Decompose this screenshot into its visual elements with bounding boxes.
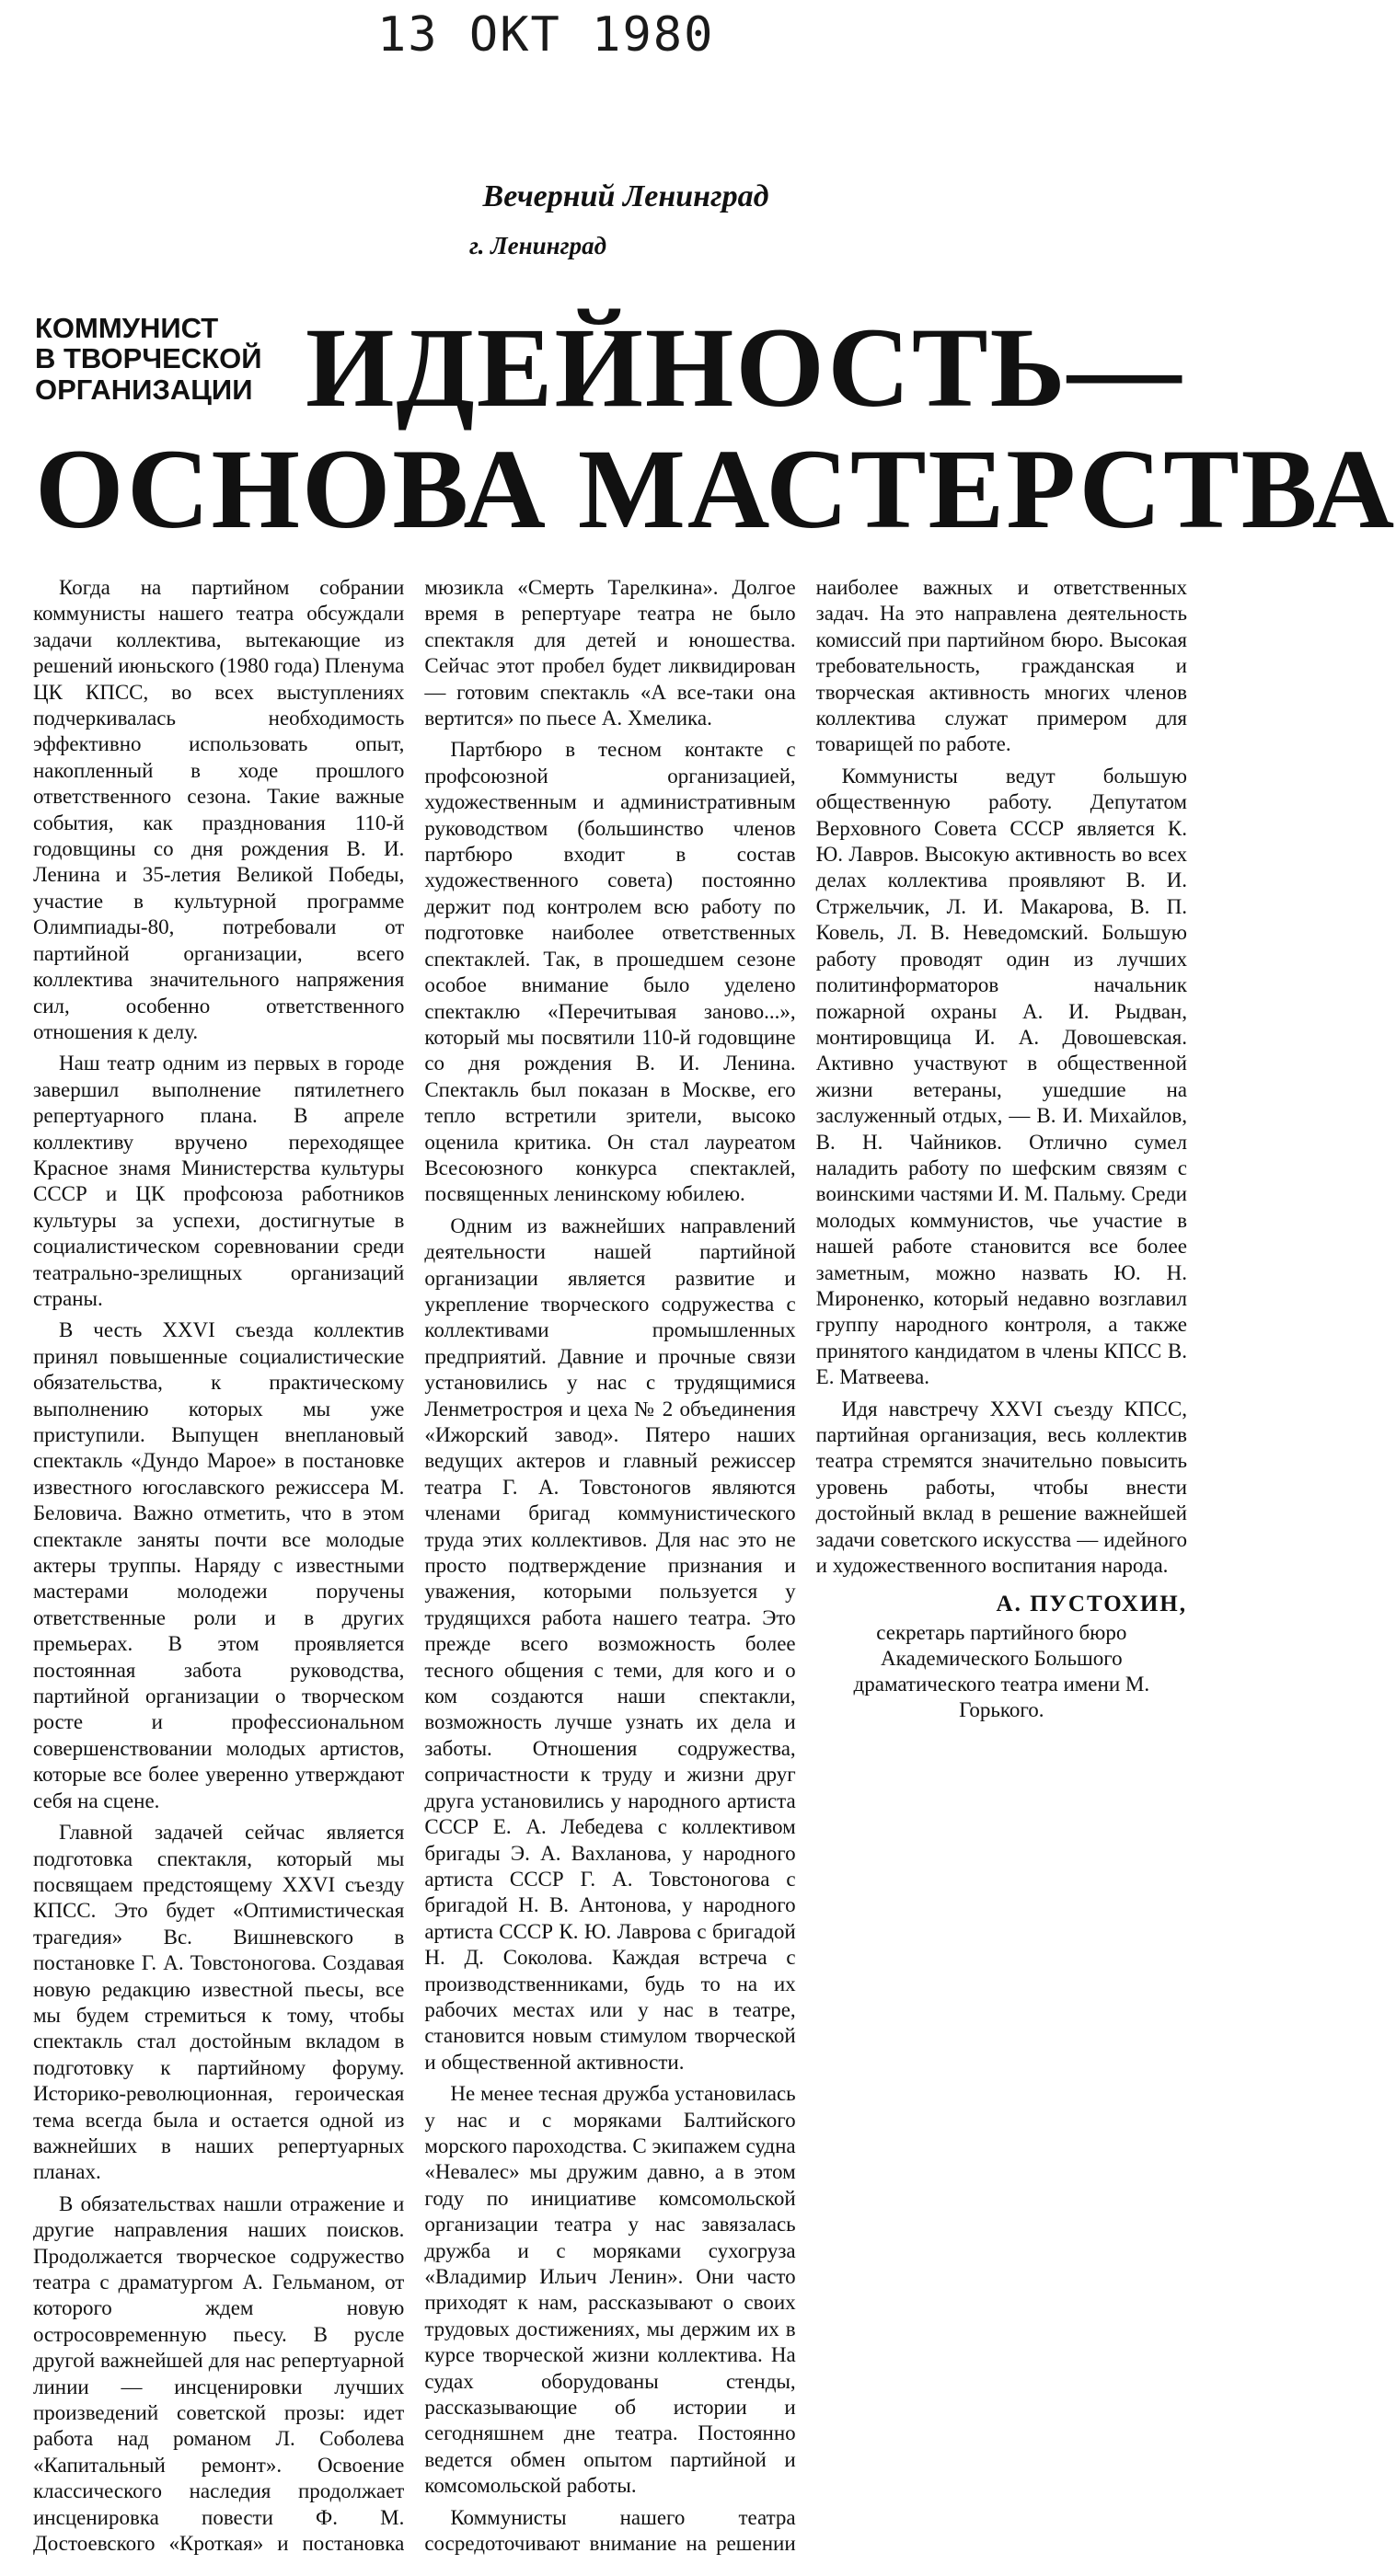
paragraph: Коммунисты нашего театра сосредоточивают внимание на решении наиболее важных и ответственных задач. На это направлена деятельность комиссий при партийном бюро. Высокая требовательность, гражданская и творческая активность многих членов коллектива служат примером для товарищей по работе. bbox=[424, 576, 1187, 2556]
rubric-line: КОММУНИСТ bbox=[35, 312, 219, 344]
paragraph: Партбюро в тесном контакте с профсоюзной организацией, художественным и административным руководством (большинство членов партбюро входит в состав художественного совета) постоянно держит под контролем всю работу по подготовке наиболее ответственных спектаклей. Так, в прошедшем сезоне особое внимание было уделено спектаклю «Перечитывая заново...», который мы посвятили 110-й годовщине со дня рождения В. И. Ленина. Спектакль был показан в Москве, его тепло встретили зрители, высоко оценила критика. Он стал лауреатом Всесоюзного конкурса спектаклей, посвященных ленинскому юбилею. bbox=[424, 738, 796, 1206]
author-name: А. ПУСТОХИН, bbox=[996, 1592, 1187, 1617]
paragraph: Одним из важнейших направлений деятельности нашей партийной организации является развитие и укрепление творческого содружества с коллективами промышленных предприятий. Давние и прочные связи установились у нас с трудящимися Ленметростроя и цеха № 2 объединения «Ижорский завод». Пятеро наших ведущих актеров и главный режиссер театра Г. А. Товстоногов являются членами бригад коммунистического труда этих коллективов. Для нас это не просто подтверждение признания и уважения, которыми пользуется у трудящихся работа нашего театра. Это прежде всего возможность более тесного общения с теми, для кого и о ком создаются наши спектакли, возможность лучше узнать их дела и заботы. Отношения содружества, сопричастности к труду и жизни друг друга установились у народного артиста СССР Е. А. Лебедева с коллективом бригады Э. А. Вахланова, у народного артиста СССР Г. А. Товстоногова с бригадой Н. В. Антонова, у народного артиста СССР К. Ю. Лаврова с бригадой Н. Д. Соколова. Каждая встреча с производственниками, будь то на их рабочих местах или у нас в театре, становится новым стимулом творческой и общественной активности. bbox=[424, 1213, 796, 2074]
rubric-line: В ТВОРЧЕСКОЙ bbox=[35, 342, 262, 375]
rubric bbox=[35, 313, 274, 405]
newspaper-name: Вечерний Ленинград bbox=[482, 179, 769, 213]
headline-line-1: ИДЕЙНОСТЬ— bbox=[306, 305, 1183, 431]
newspaper-city: г. Ленинград bbox=[469, 232, 606, 259]
paragraph: Наш театр одним из первых в городе завершил выполнение пятилетнего репертуарного плана. В апреле коллективу вручено переходящее Красное знамя Министерства культуры СССР и ЦК профсоюза работников культуры за успехи, достигнутые в социалистическом соревновании среди театрально-зрелищных организаций страны. bbox=[33, 1052, 405, 1310]
headline-line-2: ОСНОВА МАСТЕРСТВА bbox=[35, 426, 1396, 552]
paragraph: В честь XXVI съезда коллектив принял повышенные социалистические обязательства, к практическому выполнению которых мы уже приступили. Выпущен внеплановый спектакль «Дундо Марое» в постановке известного югославского режиссера М. Беловича. Важно отметить, что в этом спектакле заняты почти все молодые актеры труппы. Наряду с известными мастерами молодежи поручены ответственные роли и в других премьерах. В этом проявляется постоянная забота руководства, партийной организации о творческом росте и профессиональном совершенствовании молодых артистов, которые все более уверенно утверждают себя на сцене. bbox=[33, 1318, 405, 1812]
signature bbox=[816, 1592, 1187, 1722]
rubric-line: ОРГАНИЗАЦИИ bbox=[35, 373, 253, 406]
date-stamp: 13 ОКТ 1980 bbox=[377, 7, 715, 63]
paragraph: Идя навстречу XXVI съезду КПСС, партийная организация, весь коллектив театра стремятся значительно повысить уровень работы, чтобы внести достойный вклад в решение важнейшей задачи советского искусства — идейного и художественного воспитания народа. bbox=[815, 1397, 1187, 1578]
paragraph: Не менее тесная дружба установилась у нас и с моряками Балтийского морского пароходства. С экипажем судна «Невалес» мы дружим давно, а в этом году по инициативе комсомольской организации театра у нас завязалась дружба и с моряками сухогруза «Владимир Ильич Ленин». Они часто приходят к нам, рассказывают о своих трудовых достижениях, мы держим их в курсе творческой жизни коллектива. На судах оборудованы стенды, рассказывающие об истории и сегодняшнем дне театра. Постоянно ведется обмен опытом партийной и комсомольской работы. bbox=[424, 2082, 796, 2498]
author-role: секретарь партийного бюро Академического Большого драматического театра имени М. Горького. bbox=[853, 1620, 1150, 1721]
paragraph: В обязательствах нашли отражение и другие направления наших поисков. Продолжается творческое содружество театра с драматургом А. Гельманом, от которого ждем новую остросовременную пьесу. В русле другой важнейшей для нас репертуарной линии — инсценировки лучших произведений советской прозы: идет работа над романом Л. Соболева «Капитальный ремонт». Освоение классического наследия продолжает инсценировка повести Ф. М. Достоевского «Кроткая» и постановка мюзикла «Смерть Тарелкина». Долгое время в репертуаре театра не было спектакля для детей и юношества. Сейчас этот пробел будет ликвидирован — готовим спектакль «А все-таки она вертится» по пьесе А. Хмелика. bbox=[33, 576, 796, 2556]
paragraph: Когда на партийном собрании коммунисты нашего театра обсуждали задачи коллектива, вытекающие из решений июньского (1980 года) Пленума ЦК КПСС, во всех выступлениях подчеркивалась необходимость эффективно использовать опыт, накопленный в ходе прошлого ответственного сезона. Такие важные события, как празднования 110-й годовщины со дня рождения В. И. Ленина и 35-летия Великой Победы, участие в культурной программе Олимпиады-80, потребовали от партийной организации, всего коллектива значительного напряжения сил, особенно ответственного отношения к делу. bbox=[33, 576, 405, 1043]
article-body bbox=[33, 575, 1187, 2562]
paragraph: Коммунисты ведут большую общественную работу. Депутатом Верховного Совета СССР является К. Ю. Лавров. Высокую активность во всех делах коллектива проявляют В. И. Стржельчик, Л. И. Макарова, В. П. Ковель, Л. В. Неведомский. Большую работу проводят один из лучших политинформаторов начальник пожарной охраны А. И. Рыдван, монтировщица И. А. Довошевская. Активно участвуют в общественной жизни ветераны, ушедшие на заслуженный отдых, — В. И. Михайлов, В. Н. Чайников. Отлично сумел наладить работу по шефским связям с воинскими частями И. М. Пальму. Среди молодых коммунистов, чье участие в нашей работе становится все более заметным, можно назвать Ю. Н. Мироненко, который недавно возглавил группу народного контроля, а также принятого кандидатом в члены КПСС В. Е. Матвеева. bbox=[815, 764, 1187, 1389]
paragraph: Главной задачей сейчас является подготовка спектакля, который мы посвящаем предстоящему XXVI съезду КПСС. Это будет «Оптимистическая трагедия» Вс. Вишневского в постановке Г. А. Товстоногова. Создавая новую редакцию известной пьесы, все мы будем стремиться к тому, чтобы спектакль стал достойным вкладом в подготовку к партийному форуму. Историко-революционная, героическая тема всегда была и остается одной из важнейших в наших репертуарных планах. bbox=[33, 1821, 405, 2184]
